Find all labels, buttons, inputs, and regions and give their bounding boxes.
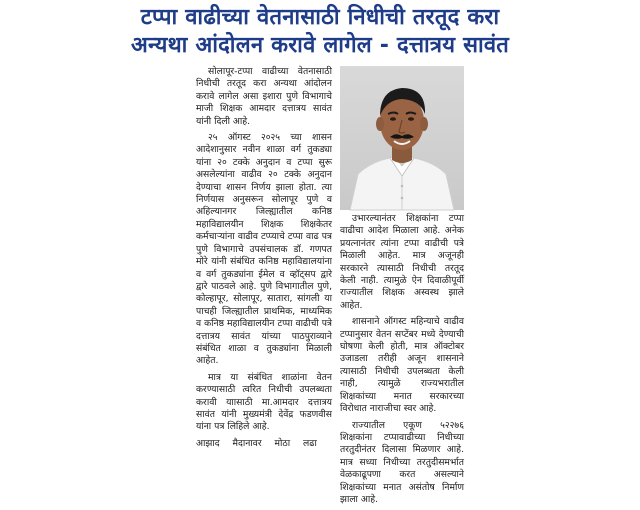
headline-line-1: टप्पा वाढीच्या वेतनासाठी निधीची तरतूद करा [140, 5, 500, 30]
article-right-column [340, 213, 464, 510]
portrait-photo [340, 66, 464, 210]
article-paragraph: मात्र या संबंधित शाळांना वेतन करण्यासाठी त्वरित निधीची उपलब्धता करावी याासाठी मा.आमदार दत्तात्रय सावंत यांनी मुख्यमंत्री देवेंद्र फडणवीस यांना पत्र लिहिले आहे. [196, 371, 332, 433]
article-subheading: आझाद मैदानावर मोठा लढा [196, 437, 317, 449]
article-paragraph: २५ ऑगस्ट २०२५ च्या शासन आदेशानुसार नवीन शाळा वर्ग तुकड्या यांना २० टक्के अनुदान व टप्पा सुरू असलेल्यांना वाढीव २० टक्के अनुदान देण्याचा शासन निर्णय झाला होता. त्या निर्णयास अनुसरून सोलापूर पुणे व अहिल्यानगर जिल्ह्यातील कनिष्ठ महाविद्यालयीन शिक्षक शिक्षकेतर कर्मचाऱ्यांना वाढीव टप्प्याचे टप्पा वाढ पत्र पुणे विभागाचे उपसंचालक डॉ. गणपत मोरे यांनी संबंधित कनिष्ठ महाविद्यालयांना व वर्ग तुकड्यांना ईमेल व व्हॉट्सप द्वारे द्वारे पाठवले आहे. पुणे विभागातील पुणे, कोल्हापूर, सोलापूर, सातारा, सांगली या पाचही जिल्ह्यातील प्राथमिक, माध्यमिक व कनिष्ठ महाविद्यालयीन टप्पा वाढीची पत्रे दत्तात्रय सावंत यांच्या पाठपुराव्याने संबंधित शाळा व तुकड्यांना मिळाली आहेत. [196, 132, 332, 367]
article-paragraph: सोलापूर-टप्पा वाढीच्या वेतनासाठी निधीची तरतूद करा अन्यथा आंदोलन करावे लागेल असा इशारा पुणे विभागाचे माजी शिक्षक आमदार दत्तात्रय सावंत यांनी दिली आहे. [196, 66, 332, 127]
headline-line-2: अन्यथा आंदोलन करावे लागेल - दत्तात्रय सावंत [130, 33, 510, 58]
portrait-illustration [340, 66, 464, 210]
headline [0, 4, 640, 60]
article-paragraph: राज्यातील एकूण ५२२७६ शिक्षकांना टप्पावाढीच्या निधीच्या तरतुदीनंतर दिलासा मिळणार आहे. मात्र सध्या निधीच्या तरतुदीसमर्भात वेळकाढूपणा करत असल्याने शिक्षकांच्या मनात असंतोष निर्माण झाला आहे. [340, 419, 464, 505]
article-paragraph: शासनाने ऑगस्ट महिन्याचे वाढीव टप्पानुसार वेतन सप्टेंबर मध्ये देण्याची घोषणा केली होती, मात्र ऑक्टोबर उजाडला तरीही अजून शासनाने त्यासाठी निधीची उपलब्धता केली नाही, त्यामुळे राज्यभरातील शिक्षकांच्या मनात सरकारच्या विरोधात नाराजीचा स्वर आहे. [340, 316, 464, 415]
article-left-column [196, 66, 332, 450]
article-paragraph: उभारल्यानंतर शिक्षकांना टप्पा वाढीचा आदेश मिळाला आहे. अनेक प्रयत्नानंतर त्यांना टप्पा वाढीची पत्रे मिळाली आहेत. मात्र अजूनही सरकारने त्यासाठी निधीची तरतूद केली नाही. त्यामुळे ऐन दिवाळीपूर्वी राज्यातील शिक्षक अस्वस्थ झाले आहेत. [340, 213, 464, 311]
